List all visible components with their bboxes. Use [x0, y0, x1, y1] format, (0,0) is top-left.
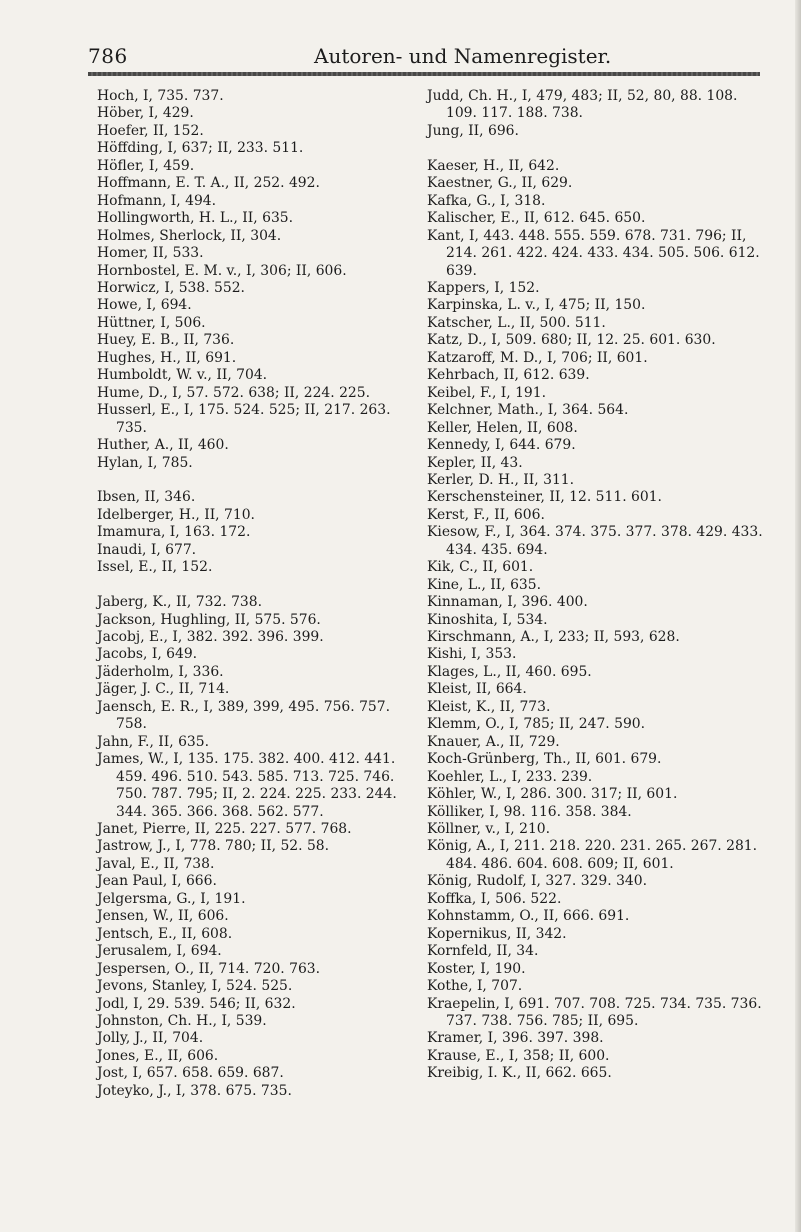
index-entry: König, Rudolf, I, 327. 329. 340. [427, 873, 647, 890]
index-entry: Köllner, v., I, 210. [427, 821, 551, 838]
index-entry: Klages, L., II, 460. 695. [427, 663, 592, 680]
index-entry: Kishi, I, 353. [427, 646, 517, 663]
page-number: 786 [88, 44, 128, 68]
index-entry: Katz, D., I, 509. 680; II, 12. 25. 601. 630. [427, 332, 716, 349]
index-entry: Koch-Grünberg, Th., II, 601. 679. [427, 751, 662, 768]
index-entry: Jäderholm, I, 336. [97, 663, 224, 680]
index-entry: Kappers, I, 152. [427, 279, 540, 296]
index-entry: Kerst, F., II, 606. [427, 506, 545, 523]
index-entry: Kinnaman, I, 396. 400. [427, 594, 588, 611]
index-entry: Jacobs, I, 649. [97, 646, 198, 663]
index-entry: Johnston, Ch. H., I, 539. [97, 1012, 267, 1029]
right-column [427, 88, 763, 1083]
index-entry: Inaudi, I, 677. [97, 541, 197, 558]
index-entry: Jacobj, E., I, 382. 392. 396. 399. [97, 629, 324, 646]
index-entry: Knauer, A., II, 729. [427, 733, 560, 750]
index-entry: Jentsch, E., II, 608. [97, 925, 233, 942]
index-entry: Hume, D., I, 57. 572. 638; II, 224. 225. [97, 384, 371, 401]
running-title: Autoren- und Namenregister. [314, 44, 612, 68]
header-rule [88, 72, 760, 76]
index-entry: Kine, L., II, 635. [427, 576, 542, 593]
index-entry: Kafka, G., I, 318. [427, 192, 546, 209]
index-entry: Jelgersma, G., I, 191. [97, 890, 246, 907]
index-entry: Kleist, II, 664. [427, 681, 527, 698]
index-entry: Kaeser, H., II, 642. [427, 157, 560, 174]
index-entry: Janet, Pierre, II, 225. 227. 577. 768. [97, 821, 352, 837]
index-entry: Kothe, I, 707. [427, 978, 523, 995]
index-entry: Javal, E., II, 738. [97, 855, 215, 872]
left-column [97, 88, 419, 1100]
index-entry: Jahn, F., II, 635. [97, 733, 210, 750]
index-entry: Jost, I, 657. 658. 659. 687. [97, 1065, 284, 1082]
index-entry: Idelberger, H., II, 710. [97, 506, 255, 523]
index-entry: Humboldt, W. v., II, 704. [97, 367, 268, 384]
index-entry: Hoch, I, 735. 737. [97, 88, 224, 104]
index-entry: Huey, E. B., II, 736. [97, 332, 235, 349]
index-entry: Jolly, J., II, 704. [97, 1030, 204, 1047]
index-entry: Keibel, F., I, 191. [427, 384, 547, 401]
index-entry: Holmes, Sherlock, II, 304. [97, 227, 282, 244]
index-entry: Imamura, I, 163. 172. [97, 524, 251, 541]
index-entry: Jespersen, O., II, 714. 720. 763. [97, 960, 321, 977]
index-entry: Klemm, O., I, 785; II, 247. 590. [427, 716, 646, 733]
section-gap [97, 577, 419, 594]
index-entry: Hollingworth, H. L., II, 635. [97, 210, 294, 227]
index-entry: Kerler, D. H., II, 311. [427, 471, 575, 488]
index-entry: Howe, I, 694. [97, 297, 192, 314]
index-entry: Koster, I, 190. [427, 960, 526, 977]
index-entry: Kirschmann, A., I, 233; II, 593, 628. [427, 629, 680, 646]
index-entry: Jaensch, E. R., I, 389, 399, 495. 756. 757. 758. [97, 698, 390, 733]
index-entry: Kehrbach, II, 612. 639. [427, 367, 590, 384]
section-gap [97, 472, 419, 489]
index-entry: Koehler, L., I, 233. 239. [427, 768, 593, 785]
index-entry: Jäger, J. C., II, 714. [97, 681, 230, 698]
index-entry: Kennedy, I, 644. 679. [427, 437, 576, 454]
index-entry: Kaestner, G., II, 629. [427, 175, 573, 192]
index-entry: Krause, E., I, 358; II, 600. [427, 1047, 610, 1064]
index-entry: Hornbostel, E. M. v., I, 306; II, 606. [97, 262, 347, 279]
index-entry: Höffding, I, 637; II, 233. 511. [97, 140, 304, 157]
index-entry: Homer, II, 533. [97, 245, 204, 262]
index-entry: Höfler, I, 459. [97, 157, 195, 174]
index-entry: Köhler, W., I, 286. 300. 317; II, 601. [427, 786, 678, 803]
index-entry: Jerusalem, I, 694. [97, 943, 222, 960]
index-entry: Kohnstamm, O., II, 666. 691. [427, 908, 630, 925]
index-entry: Kornfeld, II, 34. [427, 943, 539, 960]
index-entry: Kleist, K., II, 773. [427, 698, 551, 715]
index-entry: Jastrow, J., I, 778. 780; II, 52. 58. [97, 838, 330, 855]
index-entry: Hoffmann, E. T. A., II, 252. 492. [97, 175, 320, 192]
page-header [88, 44, 762, 74]
index-entry: Koffka, I, 506. 522. [427, 890, 562, 907]
index-entry: Kölliker, I, 98. 116. 358. 384. [427, 803, 632, 820]
index-entry: Hoefer, II, 152. [97, 122, 204, 139]
section-gap [427, 140, 763, 157]
index-entry: Hüttner, I, 506. [97, 314, 206, 331]
index-entry: Huther, A., II, 460. [97, 437, 229, 454]
index-entry: Issel, E., II, 152. [97, 559, 213, 576]
index-entry: Kant, I, 443. 448. 555. 559. 678. 731. 796; II, 214. 261. 422. 424. 433. 434. 505. 506. 612. 639. [427, 227, 760, 279]
index-entry: Katzaroff, M. D., I, 706; II, 601. [427, 349, 648, 366]
index-entry: Joteyko, J., I, 378. 675. 735. [97, 1082, 292, 1099]
index-entry: Kramer, I, 396. 397. 398. [427, 1030, 604, 1047]
index-entry: Höber, I, 429. [97, 105, 194, 122]
index-entry: Kopernikus, II, 342. [427, 925, 567, 942]
index-entry: Kreibig, I. K., II, 662. 665. [427, 1065, 612, 1082]
index-entry: Ibsen, II, 346. [97, 489, 196, 506]
index-entry: Horwicz, I, 538. 552. [97, 279, 245, 296]
index-entry: Jevons, Stanley, I, 524. 525. [97, 978, 293, 995]
index-entry: Karpinska, L. v., I, 475; II, 150. [427, 297, 646, 314]
index-entry: Jaberg, K., II, 732. 738. [97, 594, 263, 611]
page-edge [795, 0, 801, 1232]
index-entry: Judd, Ch. H., I, 479, 483; II, 52, 80, 88. 108. 109. 117. 188. 738. [427, 88, 738, 122]
index-entry: Kelchner, Math., I, 364. 564. [427, 402, 629, 419]
index-entry: Husserl, E., I, 175. 524. 525; II, 217. 263. 735. [97, 402, 391, 436]
index-entry: Jodl, I, 29. 539. 546; II, 632. [97, 995, 296, 1012]
index-entry: Jean Paul, I, 666. [97, 873, 217, 890]
index-entry: Kepler, II, 43. [427, 454, 523, 471]
index-entry: Jackson, Hughling, II, 575. 576. [97, 611, 321, 628]
index-entry: Keller, Helen, II, 608. [427, 419, 578, 436]
index-entry: Kraepelin, I, 691. 707. 708. 725. 734. 735. 736. 737. 738. 756. 785; II, 695. [427, 995, 762, 1029]
index-entry: Kalischer, E., II, 612. 645. 650. [427, 210, 646, 227]
index-entry: Katscher, L., II, 500. 511. [427, 314, 606, 331]
index-entry: Jung, II, 696. [427, 122, 519, 139]
index-entry: Hughes, H., II, 691. [97, 349, 237, 366]
index-entry: Hofmann, I, 494. [97, 192, 217, 209]
index-entry: Kik, C., II, 601. [427, 559, 534, 576]
index-entry: Jensen, W., II, 606. [97, 908, 229, 925]
index-entry: James, W., I, 135. 175. 382. 400. 412. 441. 459. 496. 510. 543. 585. 713. 725. 746. 750. 787. 795; II, 2. 224. 225. 233. 244. 344. 365. 366. 368. 562. 577. [97, 751, 397, 820]
index-entry: Kiesow, F., I, 364. 374. 375. 377. 378. 429. 433. 434. 435. 694. [427, 524, 763, 558]
index-entry: König, A., I, 211. 218. 220. 231. 265. 267. 281. 484. 486. 604. 608. 609; II, 601. [427, 838, 758, 872]
index-entry: Jones, E., II, 606. [97, 1047, 219, 1064]
index-entry: Kerschensteiner, II, 12. 511. 601. [427, 489, 662, 506]
index-entry: Kinoshita, I, 534. [427, 611, 548, 628]
index-entry: Hylan, I, 785. [97, 454, 193, 471]
